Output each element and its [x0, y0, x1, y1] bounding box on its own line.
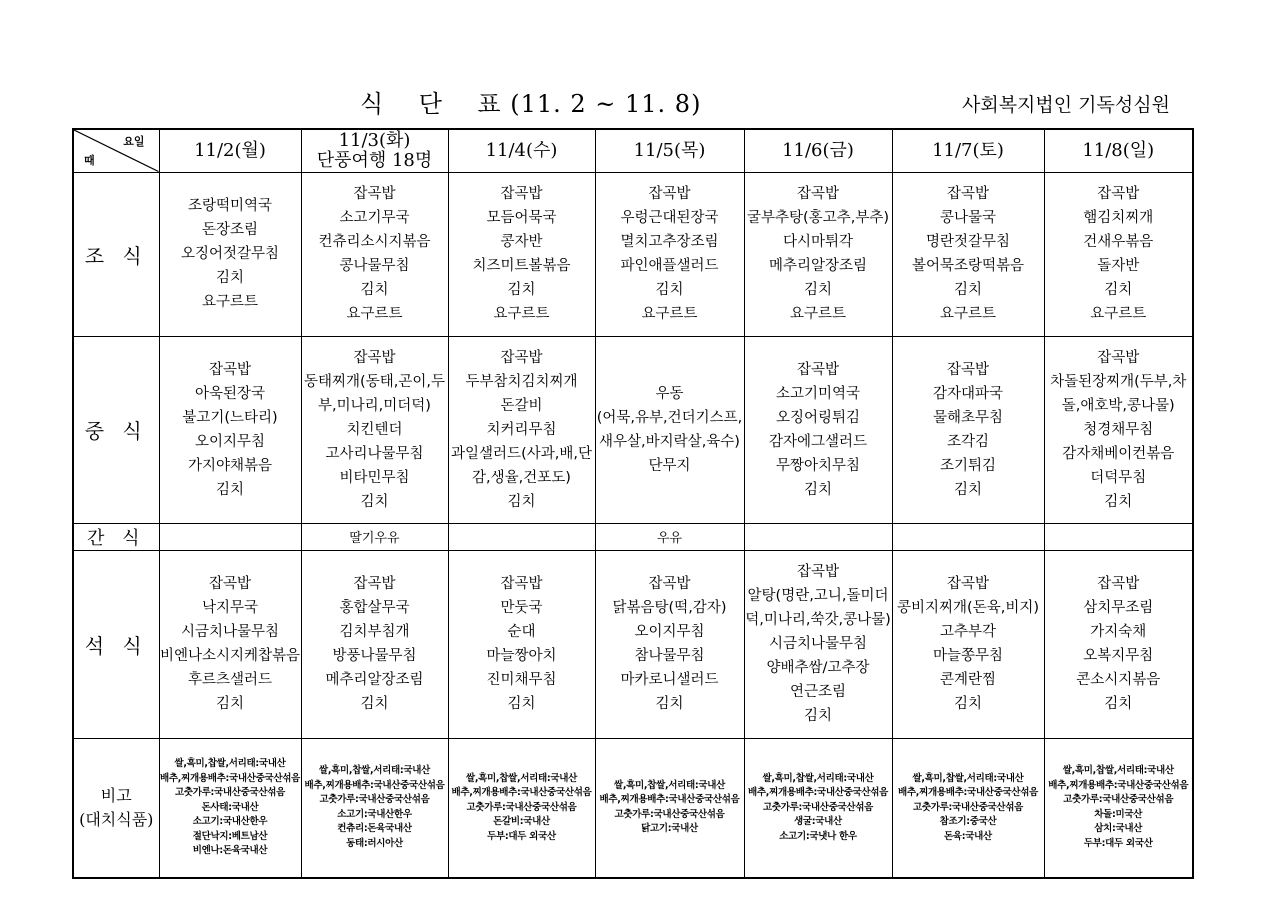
- menu-item: 김치: [215, 270, 244, 286]
- menu-item: 가지야채볶음: [187, 457, 273, 474]
- header-row: [73, 129, 1193, 172]
- menu-item: 마늘짱아치: [486, 648, 557, 664]
- lunch-cell: [595, 336, 744, 523]
- corner-day-label: 요일: [123, 135, 145, 148]
- origin-item: 참조기:중국산: [939, 816, 997, 827]
- menu-item: 건새우볶음: [1083, 234, 1154, 250]
- menu-item: 오복지무침: [1083, 648, 1154, 664]
- menu-item: 김치: [1104, 493, 1133, 510]
- menu-item: 김치: [953, 282, 982, 298]
- menu-item: 볼어묵조랑떡볶음: [911, 258, 1025, 274]
- menu-item: 돈장조림: [201, 222, 259, 238]
- dinner-cell: [595, 550, 744, 738]
- menu-item: 아욱된장국: [194, 385, 266, 402]
- origin-item: 배추,찌개용배추:국내산중국산섞음: [599, 794, 740, 806]
- day-header-date: 11/3(화): [338, 129, 411, 151]
- day-header: 11/5(목): [595, 129, 744, 172]
- origin-item: 돈갈비:국내산: [493, 816, 550, 827]
- breakfast-cell: [1044, 172, 1193, 336]
- menu-item: 햄김치찌개: [1083, 210, 1154, 226]
- menu-item: 방풍나물무침: [332, 648, 417, 664]
- origin-item: 쌀,흑미,찹쌀,서리태:국내산: [318, 765, 431, 777]
- origin-item: 소고기:국내산한우: [192, 816, 268, 827]
- lunch-row: [73, 336, 1193, 523]
- menu-item: 잡곡밥: [1097, 576, 1140, 592]
- lunch-cell: [448, 336, 595, 523]
- lunch-cell: [744, 336, 892, 523]
- origin-cell: [159, 738, 301, 878]
- origin-item: 고춧가루:국내산중국산섞음: [1063, 794, 1174, 806]
- menu-item: 모듬어묵국: [486, 210, 557, 226]
- menu-item: 요구르트: [789, 306, 847, 322]
- menu-item: 김치: [507, 493, 536, 510]
- menu-item: 김치: [360, 493, 389, 510]
- menu-item: 낙지무국: [201, 600, 259, 616]
- menu-item: (어묵,유부,건더기스프,새우살,바지락살,육수): [596, 409, 743, 450]
- meal-label: 간 식: [73, 523, 159, 550]
- snack-cell: [159, 523, 301, 550]
- menu-item: 요구르트: [201, 294, 259, 310]
- day-header: 11/8(일): [1044, 129, 1193, 172]
- menu-item: 마카로니샐러드: [620, 672, 719, 688]
- menu-item: 잡곡밥: [500, 576, 543, 592]
- menu-item: 고추부각: [939, 624, 997, 640]
- origin-sublabel: (대치식품): [79, 809, 154, 829]
- snack-cell: [892, 523, 1044, 550]
- menu-item: 고사리나물무침: [325, 445, 424, 462]
- menu-item: 차돌된장찌개(두부,차돌,애호박,콩나물): [1050, 373, 1187, 414]
- dinner-cell: [448, 550, 595, 738]
- page-title: 식 단 표 (11. 2 ~ 11. 8): [360, 90, 702, 118]
- menu-item: 잡곡밥: [1097, 186, 1140, 202]
- snack-cell: [448, 523, 595, 550]
- lunch-cell: [1044, 336, 1193, 523]
- breakfast-cell: [892, 172, 1044, 336]
- menu-item: 김치: [953, 481, 982, 498]
- menu-item: 굴부추탕(홍고추,부추): [747, 210, 889, 226]
- menu-item: 닭볶음탕(떡,감자): [612, 600, 727, 616]
- menu-item: 만둣국: [500, 600, 543, 616]
- menu-item: 요구르트: [641, 306, 698, 322]
- breakfast-cell: [595, 172, 744, 336]
- menu-item: 김치: [360, 696, 389, 712]
- origin-cell: [448, 738, 595, 878]
- origin-item: 차돌:미국산: [1094, 808, 1143, 820]
- snack-cell: 딸기우유: [301, 523, 448, 550]
- menu-item: 잡곡밥: [1097, 349, 1140, 366]
- menu-item: 소고기미역국: [775, 385, 861, 402]
- dinner-cell: [744, 550, 892, 738]
- origin-item: 고춧가루:국내산중국산섞음: [912, 801, 1024, 813]
- origin-item: 고춧가루:국내산중국산섞음: [466, 801, 577, 813]
- day-header-tue: [301, 129, 448, 172]
- lunch-cell: [892, 336, 1044, 523]
- menu-item: 연근조림: [789, 684, 847, 700]
- menu-item: 파인애플샐러드: [620, 258, 719, 274]
- menu-item: 치킨텐더: [346, 421, 403, 438]
- menu-item: 잡곡밥: [208, 361, 252, 378]
- menu-item: 잡곡밥: [946, 361, 990, 378]
- day-header-note: 단풍여행 18명: [316, 149, 433, 171]
- menu-item: 콩비지찌개(돈육,비지): [897, 600, 1039, 616]
- origin-item: 고춧가루:국내산중국산섞음: [319, 794, 430, 806]
- menu-item: 김치: [1104, 696, 1133, 712]
- menu-item: 김치: [655, 696, 684, 712]
- menu-item: 불고기(느타리): [182, 409, 278, 426]
- origin-item: 소고기:국내산한우: [337, 808, 412, 820]
- menu-item: 잡곡밥: [353, 576, 396, 592]
- origin-item: 쌀,흑미,찹쌀,서리태:국내산: [1062, 765, 1174, 777]
- origin-item: 두부:대두 외국산: [487, 830, 556, 842]
- menu-item: 콩나물무침: [339, 258, 410, 274]
- origin-cell: [892, 738, 1044, 878]
- menu-item: 잡곡밥: [796, 361, 840, 378]
- dinner-cell: [301, 550, 448, 738]
- menu-item: 시금치나물무침: [768, 636, 868, 652]
- menu-item: 김치: [803, 708, 832, 724]
- menu-item: 잡곡밥: [796, 186, 840, 202]
- breakfast-cell: [159, 172, 301, 336]
- menu-item: 김치: [507, 282, 536, 298]
- dinner-cell: [159, 550, 301, 738]
- organization-name: 사회복지법인 기독성심원: [962, 94, 1170, 116]
- origin-label: 비고: [100, 785, 132, 805]
- menu-item: 김치부침개: [339, 624, 410, 640]
- menu-item: 조기튀김: [939, 457, 997, 474]
- menu-item: 잡곡밥: [648, 186, 691, 202]
- menu-item: 오이지무침: [194, 433, 266, 450]
- menu-item: 김치: [953, 696, 982, 712]
- origin-cell: [595, 738, 744, 878]
- menu-item: 잡곡밥: [208, 576, 252, 592]
- menu-item: 양배추쌈/고추장: [766, 660, 870, 676]
- menu-item: 멸치고추장조림: [620, 234, 719, 250]
- origin-item: 절단낙지:베트남산: [192, 830, 268, 842]
- menu-item: 감자에그샐러드: [768, 433, 868, 450]
- origin-item: 고춧가루:국내산중국산섞음: [174, 787, 286, 798]
- origin-cell: [1044, 738, 1193, 878]
- menu-item: 잡곡밥: [353, 349, 396, 366]
- origin-item: 비엔나:돈육국내산: [192, 845, 268, 856]
- origin-item: 배추,찌개용배추:국내산중국산섞음: [160, 772, 300, 784]
- origin-item: 소고기:국냇나 한우: [779, 830, 857, 842]
- menu-item: 후르츠샐러드: [187, 672, 273, 688]
- menu-item: 잡곡밥: [946, 186, 990, 202]
- origin-item: 동태:러시아산: [346, 837, 403, 849]
- menu-item: 소고기무국: [339, 210, 410, 226]
- origin-item: 배추,찌개용배추:국내산중국산섞음: [304, 779, 445, 791]
- dinner-cell: [1044, 550, 1193, 738]
- dinner-row: [73, 550, 1193, 738]
- dinner-cell: [892, 550, 1044, 738]
- menu-item: 홍합살무국: [339, 600, 410, 616]
- menu-item: 비엔나소시지케찹볶음: [159, 648, 301, 664]
- snack-cell: [744, 523, 892, 550]
- menu-item: 잡곡밥: [353, 186, 396, 202]
- menu-item: 오징어젓갈무침: [180, 246, 280, 262]
- menu-item: 잡곡밥: [648, 576, 691, 592]
- menu-item: 김치: [803, 481, 832, 498]
- origin-item: 쌀,흑미,찹쌀,서리태:국내산: [762, 772, 874, 784]
- menu-item: 요구르트: [939, 306, 997, 322]
- menu-item: 물해초무침: [932, 409, 1004, 426]
- origin-item: 쌀,흑미,찹쌀,서리태:국내산: [174, 758, 286, 769]
- origin-item: 생굴:국내산: [794, 816, 842, 827]
- breakfast-cell: [448, 172, 595, 336]
- day-header: 11/7(토): [892, 129, 1044, 172]
- origin-item: 돈육:국내산: [944, 830, 992, 842]
- snack-cell: 우유: [595, 523, 744, 550]
- snack-row: [73, 523, 1193, 550]
- menu-item: 감자채베이컨볶음: [1062, 445, 1175, 462]
- origin-item: 쌀,흑미,찹쌀,서리태:국내산: [912, 772, 1024, 784]
- menu-item: 청경채무침: [1083, 421, 1154, 438]
- menu-item: 순대: [507, 624, 536, 640]
- origin-item: 쌀,흑미,찹쌀,서리태:국내산: [613, 779, 726, 791]
- origin-cell: [301, 738, 448, 878]
- menu-item: 알탕(명란,고니,돌미더덕,미나리,쑥갓,콩나물): [745, 588, 891, 628]
- day-header: 11/6(금): [744, 129, 892, 172]
- origin-item: 배추,찌개용배추:국내산중국산섞음: [898, 787, 1038, 798]
- menu-item: 우렁근대된장국: [620, 210, 719, 226]
- menu-item: 단무지: [648, 457, 691, 474]
- menu-item: 잡곡밥: [946, 576, 990, 592]
- menu-item: 김치: [360, 282, 389, 298]
- menu-item: 요구르트: [493, 306, 550, 322]
- origin-row: [73, 738, 1193, 878]
- menu-item: 김치: [655, 282, 684, 298]
- menu-item: 김치: [803, 282, 832, 298]
- day-header: 11/4(수): [448, 129, 595, 172]
- menu-item: 가지숙채: [1090, 624, 1147, 640]
- meal-label: 석 식: [73, 550, 159, 738]
- menu-item: 메추리알장조림: [325, 672, 424, 688]
- origin-item: 배추,찌개용배추:국내산중국산섞음: [748, 787, 888, 798]
- menu-item: 치커리무침: [486, 421, 557, 438]
- origin-item: 고춧가루:국내산중국산섞음: [762, 801, 874, 813]
- origin-item: 컨츄리:돈육국내산: [337, 823, 412, 835]
- menu-item: 잡곡밥: [500, 349, 543, 366]
- menu-item: 김치: [507, 696, 536, 712]
- menu-item: 메추리알장조림: [768, 258, 868, 274]
- origin-item: 닭고기:국내산: [641, 823, 698, 835]
- menu-item: 참나물무침: [634, 648, 705, 664]
- origin-item: 배추,찌개용배추:국내산중국산섞음: [1048, 779, 1189, 791]
- menu-item: 명란젓갈무침: [925, 234, 1011, 250]
- menu-item: 더덕무침: [1090, 469, 1147, 486]
- menu-item: 잡곡밥: [500, 186, 543, 202]
- corner-cell: [73, 129, 159, 172]
- menu-item: 돈갈비: [500, 397, 543, 414]
- menu-item: 잡곡밥: [796, 564, 840, 580]
- snack-cell: [1044, 523, 1193, 550]
- menu-item: 요구르트: [1090, 306, 1147, 322]
- menu-item: 진미채무침: [486, 672, 557, 688]
- lunch-cell: [301, 336, 448, 523]
- menu-item: 감자대파국: [932, 385, 1004, 402]
- menu-item: 삼치무조림: [1083, 600, 1154, 616]
- menu-item: 마늘쫑무침: [932, 648, 1004, 664]
- menu-item: 조각김: [946, 433, 990, 450]
- menu-item: 김치: [1104, 282, 1133, 298]
- origin-label-cell: [73, 738, 159, 878]
- menu-item: 시금치나물무침: [180, 624, 280, 640]
- origin-item: 쌀,흑미,찹쌀,서리태:국내산: [465, 772, 578, 784]
- menu-item: 김치: [215, 481, 244, 498]
- menu-item: 콘계란찜: [939, 672, 997, 688]
- menu-item: 두부참치김치찌개: [465, 373, 578, 390]
- menu-item: 동태찌개(동태,곤이,두부,미나리,미더덕): [304, 373, 445, 414]
- menu-item: 치즈미트볼볶음: [472, 258, 571, 274]
- origin-item: 배추,찌개용배추:국내산중국산섞음: [451, 787, 592, 798]
- day-header: 11/2(월): [159, 129, 301, 172]
- menu-item: 요구르트: [346, 306, 403, 322]
- origin-item: 두부:대두 외국산: [1083, 837, 1153, 849]
- meal-label: 조 식: [73, 172, 159, 336]
- breakfast-row: [73, 172, 1193, 336]
- lunch-cell: [159, 336, 301, 523]
- menu-item: 컨츄리소시지볶음: [318, 234, 431, 250]
- menu-item: 김치: [215, 696, 244, 712]
- menu-item: 무짱아치무침: [775, 457, 861, 474]
- menu-item: 오징어링튀김: [775, 409, 861, 426]
- menu-item: 다시마튀각: [782, 234, 854, 250]
- origin-item: 돈사태:국내산: [201, 801, 259, 813]
- menu-item: 콩자반: [500, 234, 543, 250]
- origin-item: 삼치:국내산: [1094, 823, 1143, 835]
- breakfast-cell: [744, 172, 892, 336]
- menu-item: 콘소시지볶음: [1076, 672, 1161, 688]
- menu-item: 우동: [655, 385, 684, 402]
- corner-meal-label: 때: [84, 153, 95, 167]
- menu-item: 비타민무침: [339, 469, 410, 486]
- menu-table: [72, 128, 1194, 879]
- menu-item: 조랑떡미역국: [187, 198, 273, 214]
- menu-item: 돌자반: [1097, 258, 1140, 274]
- meal-label: 중 식: [73, 336, 159, 523]
- menu-item: 과일샐러드(사과,배,단감,생율,건포도): [451, 445, 592, 486]
- menu-item: 오이지무침: [634, 624, 705, 640]
- origin-item: 고춧가루:국내산중국산섞음: [614, 808, 725, 820]
- breakfast-cell: [301, 172, 448, 336]
- origin-cell: [744, 738, 892, 878]
- menu-item: 콩나물국: [939, 210, 997, 226]
